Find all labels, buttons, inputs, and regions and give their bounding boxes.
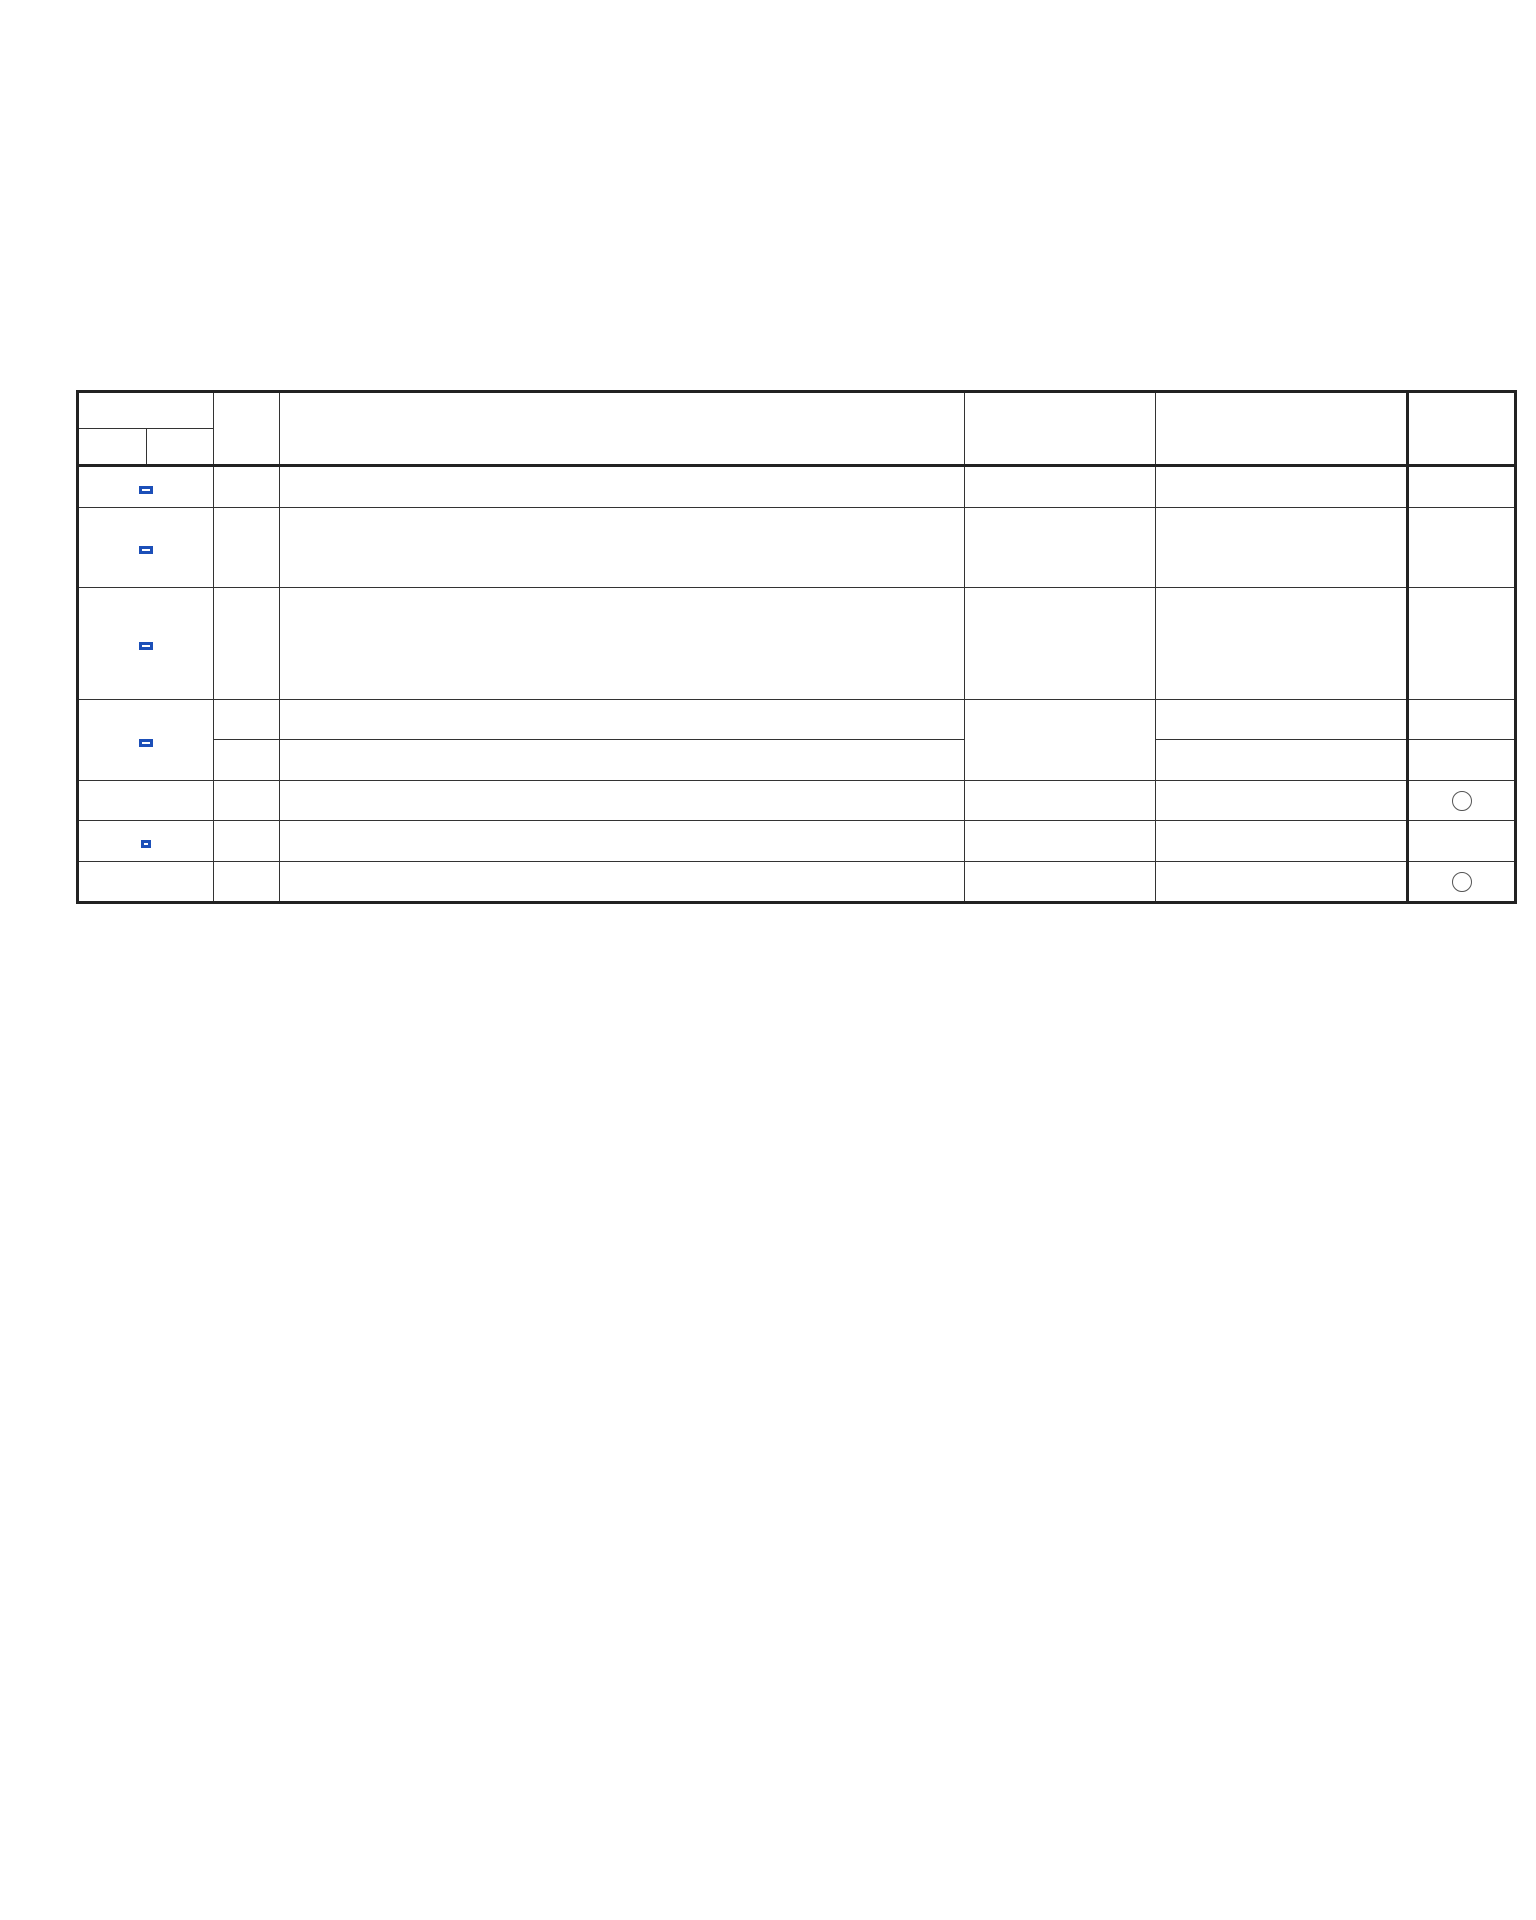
- price-cell: [1156, 699, 1408, 740]
- paypay-cell: [1408, 507, 1516, 587]
- paypay-cell: [1408, 861, 1516, 903]
- price-cell: [1156, 507, 1408, 587]
- content-cell: [280, 466, 965, 508]
- content-cell: [280, 821, 965, 862]
- header-price: [1156, 392, 1408, 466]
- dept-cell: [214, 699, 280, 740]
- dept-cell: [214, 740, 280, 781]
- content-cell: [280, 780, 965, 821]
- paypay-cell: [1408, 780, 1516, 821]
- boxed-group-name: [139, 486, 153, 494]
- menu-table: [76, 390, 1517, 904]
- shop-cell: [965, 821, 1156, 862]
- boxed-group-name: [141, 840, 151, 848]
- content-cell: [280, 699, 965, 740]
- table-row: [78, 466, 1516, 508]
- group-cell: [78, 507, 214, 587]
- dept-cell: [214, 821, 280, 862]
- content-cell: [280, 587, 965, 699]
- table-row: [78, 740, 1516, 781]
- paypay-cell: [1408, 821, 1516, 862]
- group-cell: [78, 587, 214, 699]
- price-cell: [1156, 861, 1408, 903]
- price-cell: [1156, 821, 1408, 862]
- header-class: [146, 429, 214, 464]
- header-dept: [214, 392, 280, 466]
- group-cell: [78, 821, 214, 862]
- price-cell: [1156, 466, 1408, 508]
- table-row: [78, 780, 1516, 821]
- price-cell: [1156, 587, 1408, 699]
- dept-cell: [214, 861, 280, 903]
- content-cell: [280, 740, 965, 781]
- header-grade: [79, 429, 146, 464]
- paypay-cell: [1408, 740, 1516, 781]
- paypay-ok-icon: [1452, 791, 1472, 811]
- paypay-cell: [1408, 587, 1516, 699]
- shop-cell: [965, 507, 1156, 587]
- paypay-cell: [1408, 466, 1516, 508]
- shop-cell: [965, 780, 1156, 821]
- group-cell: [78, 466, 214, 508]
- header-shop: [965, 392, 1156, 466]
- price-cell: [1156, 740, 1408, 781]
- dept-cell: [214, 507, 280, 587]
- table-header-row: [78, 392, 1516, 466]
- dept-cell: [214, 466, 280, 508]
- content-cell: [280, 861, 965, 903]
- table-row: [78, 507, 1516, 587]
- table-row: [78, 699, 1516, 740]
- group-cell: [78, 861, 214, 903]
- boxed-group-name: [139, 642, 153, 650]
- shop-cell: [965, 587, 1156, 699]
- shop-cell: [965, 861, 1156, 903]
- paypay-cell: [1408, 699, 1516, 740]
- paypay-ok-icon: [1452, 872, 1472, 892]
- table-row: [78, 861, 1516, 903]
- header-content: [280, 392, 965, 466]
- header-paypay: [1408, 392, 1516, 466]
- table-row: [78, 587, 1516, 699]
- group-cell: [78, 780, 214, 821]
- table-row: [78, 821, 1516, 862]
- shop-cell: [965, 466, 1156, 508]
- boxed-group-name: [139, 739, 153, 747]
- group-cell: [78, 699, 214, 780]
- price-cell: [1156, 780, 1408, 821]
- dept-cell: [214, 587, 280, 699]
- dept-cell: [214, 780, 280, 821]
- shop-cell: [965, 699, 1156, 780]
- boxed-group-name: [139, 546, 153, 554]
- content-cell: [280, 507, 965, 587]
- header-group: [78, 392, 214, 466]
